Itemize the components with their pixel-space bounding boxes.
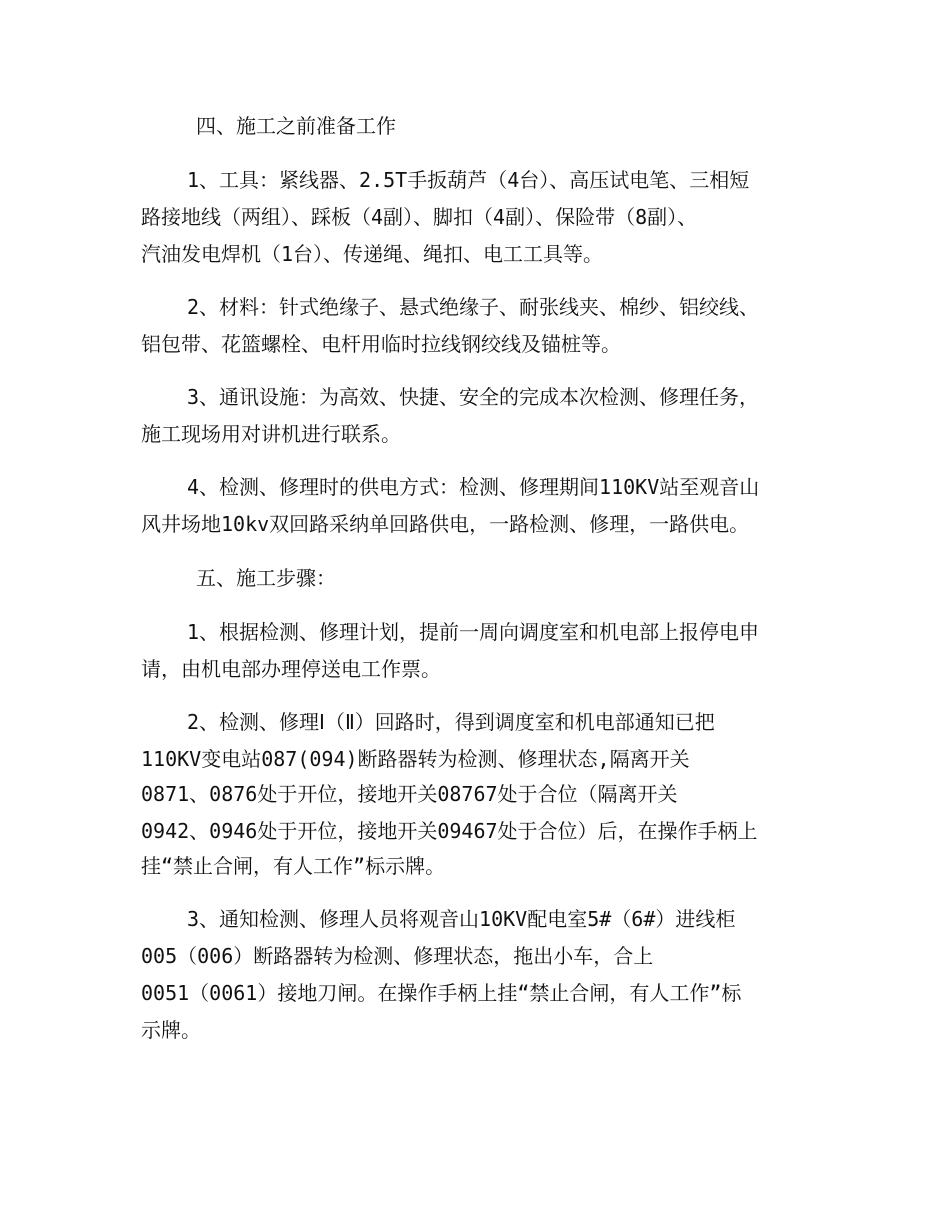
paragraph-line: 挂“禁止合闸，有人工作”标示牌。 [141, 854, 446, 878]
paragraph-line: 3、通知检测、修理人员将观音山10KV配电室5#（6#）进线柜 [187, 907, 736, 931]
paragraph-line: 2、检测、修理Ⅰ（Ⅱ）回路时，得到调度室和机电部通知已把 [187, 710, 715, 734]
paragraph-line: 示牌。 [141, 1018, 201, 1042]
paragraph-line: 4、检测、修理时的供电方式：检测、修理期间110KV站至观音山 [187, 475, 760, 499]
paragraph-line: 汽油发电焊机（1台）、传递绳、绳扣、电工工具等。 [141, 242, 604, 266]
paragraph-line: 施工现场用对讲机进行联系。 [141, 422, 401, 446]
paragraph-line: 2、材料：针式绝缘子、悬式绝缘子、耐张线夹、棉纱、铝绞线、 [187, 295, 760, 319]
section-heading-4: 四、施工之前准备工作 [196, 114, 396, 138]
paragraph-line: 0051（0061）接地刀闸。在操作手柄上挂“禁止合闸，有人工作”标 [141, 981, 742, 1005]
paragraph-line: 风井场地10kv双回路采纳单回路供电，一路检测、修理，一路供电。 [141, 512, 750, 536]
paragraph-line: 1、工具：紧线器、2.5T手扳葫芦（4台）、高压试电笔、三相短 [187, 168, 750, 192]
paragraph-line: 0942、0946处于开位，接地开关09467处于合位）后，在操作手柄上 [141, 819, 758, 843]
paragraph-line: 005（006）断路器转为检测、修理状态，拖出小车，合上 [141, 944, 654, 968]
paragraph-line: 110KV变电站087(094)断路器转为检测、修理状态,隔离开关 [141, 747, 690, 771]
paragraph-line: 3、通讯设施：为高效、快捷、安全的完成本次检测、修理任务， [187, 385, 760, 409]
section-heading-5: 五、施工步骤： [196, 566, 336, 590]
paragraph-line: 0871、0876处于开位，接地开关08767处于合位（隔离开关 [141, 782, 678, 806]
paragraph-line: 铝包带、花篮螺栓、电杆用临时拉线钢绞线及锚桩等。 [141, 332, 621, 356]
paragraph-line: 路接地线（两组）、踩板（4副）、脚扣（4副）、保险带（8副）、 [141, 205, 698, 229]
paragraph-line: 请，由机电部办理停送电工作票。 [141, 657, 441, 681]
paragraph-line: 1、根据检测、修理计划，提前一周向调度室和机电部上报停电申 [187, 620, 760, 644]
